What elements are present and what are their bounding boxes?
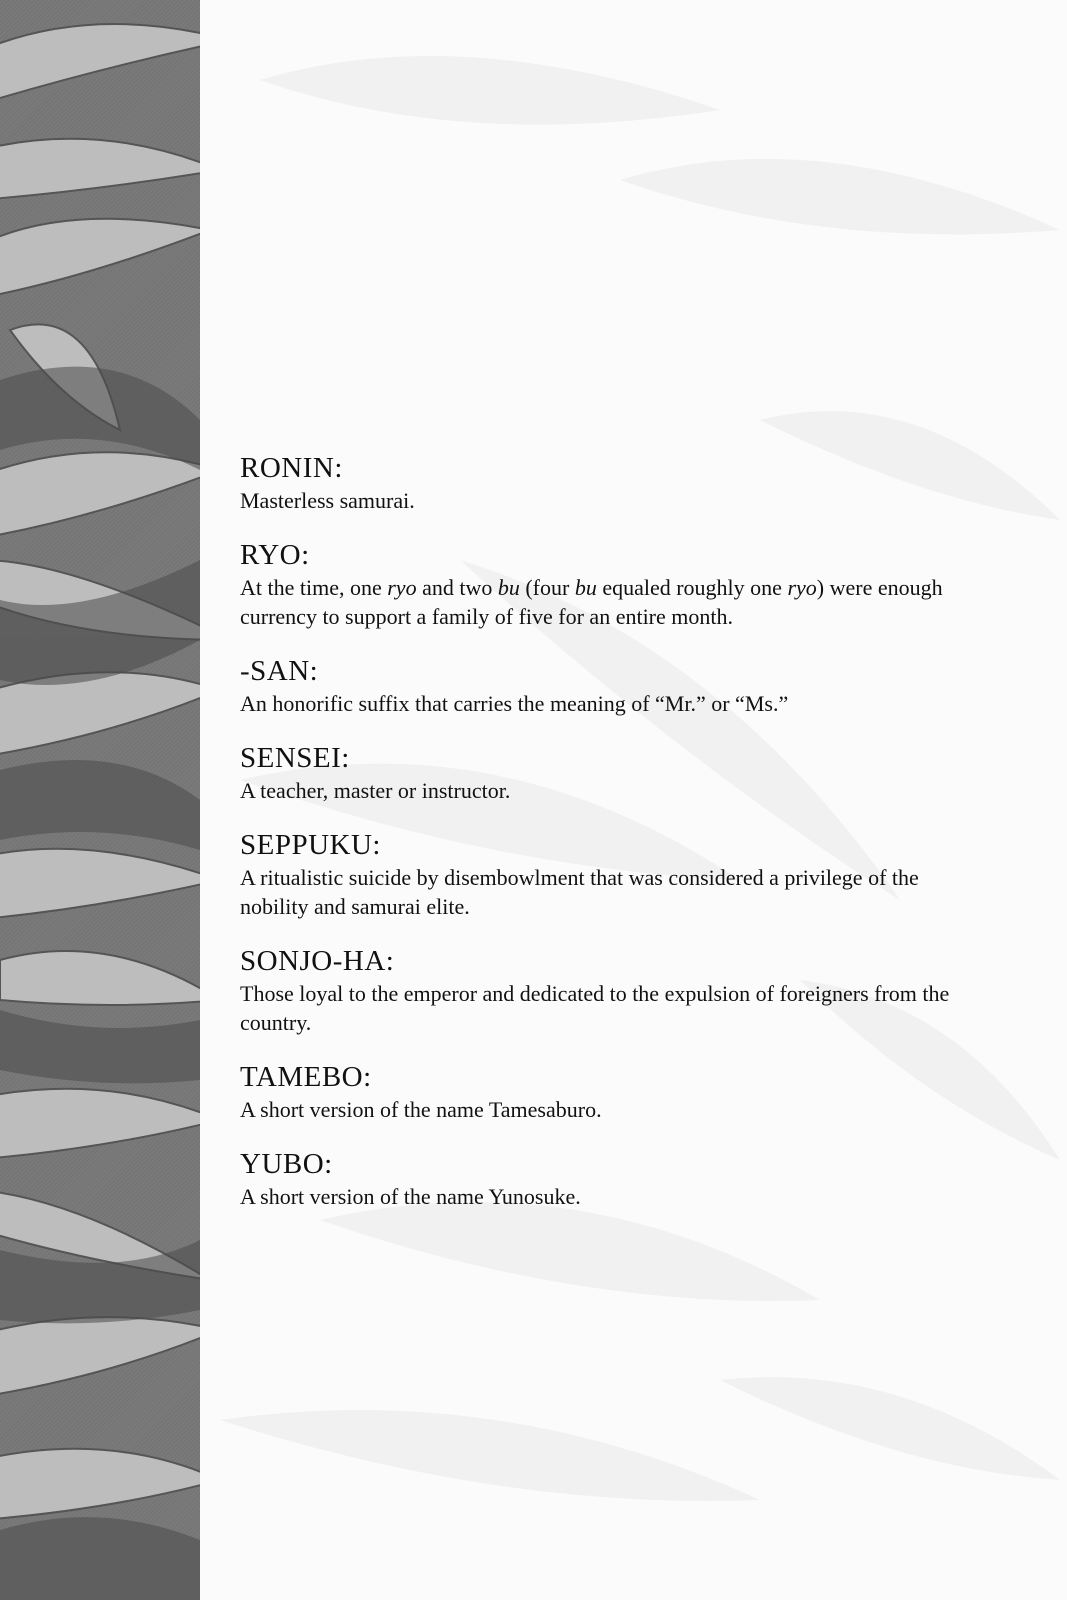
glossary-term: TAMEBO: [240,1061,372,1093]
glossary-entry [240,450,970,515]
glossary-entry [240,943,970,1037]
decorative-leaf-strip [0,0,200,1600]
leaf-pattern-image [0,0,200,1600]
glossary-term: SONJO-HA: [240,945,395,977]
glossary-definition [240,573,970,631]
glossary-entry [240,827,970,921]
glossary-entry [240,740,970,805]
glossary-entry [240,653,970,718]
definition-text: and two [416,575,498,600]
definition-italic-word: bu [497,575,520,600]
glossary-term: YUBO: [240,1148,333,1180]
glossary-entry [240,1059,970,1124]
glossary-term: RONIN: [240,452,343,484]
glossary-entry [240,1146,970,1211]
definition-text: At the time, one [240,575,388,600]
glossary-definition [240,776,970,805]
glossary-definition [240,1095,970,1124]
definition-italic-word: bu [574,575,597,600]
definition-text: A short version of the name Yunosuke. [240,1184,581,1209]
glossary-definition [240,1182,970,1211]
definition-text: Those loyal to the emperor and dedicated to the expulsion of foreigners from the country. [240,981,950,1035]
glossary-definition [240,486,970,515]
glossary-definition [240,863,970,921]
glossary-entry [240,537,970,631]
glossary-definition [240,979,970,1037]
glossary-term: SENSEI: [240,742,350,774]
glossary-definition [240,689,970,718]
definition-italic-word: ryo [387,575,417,600]
glossary-term: RYO: [240,539,310,571]
definition-text: A teacher, master or instructor. [240,778,511,803]
definition-text: A short version of the name Tamesaburo. [240,1097,602,1122]
definition-text: ) were enough currency to support a family of five for an entire month. [240,575,943,629]
definition-text: A ritualistic suicide by disembowlment that was considered a privilege of the nobility and samurai elite. [240,865,919,919]
definition-text: (four [519,575,575,600]
definition-text: An honorific suffix that carries the meaning of “Mr.” or “Ms.” [240,691,789,716]
glossary-term: SEPPUKU: [240,829,381,861]
glossary-list [240,450,970,1233]
definition-italic-word: ryo [787,575,817,600]
glossary-term: -SAN: [240,655,319,687]
definition-text: Masterless samurai. [240,488,415,513]
definition-text: equaled roughly one [596,575,788,600]
